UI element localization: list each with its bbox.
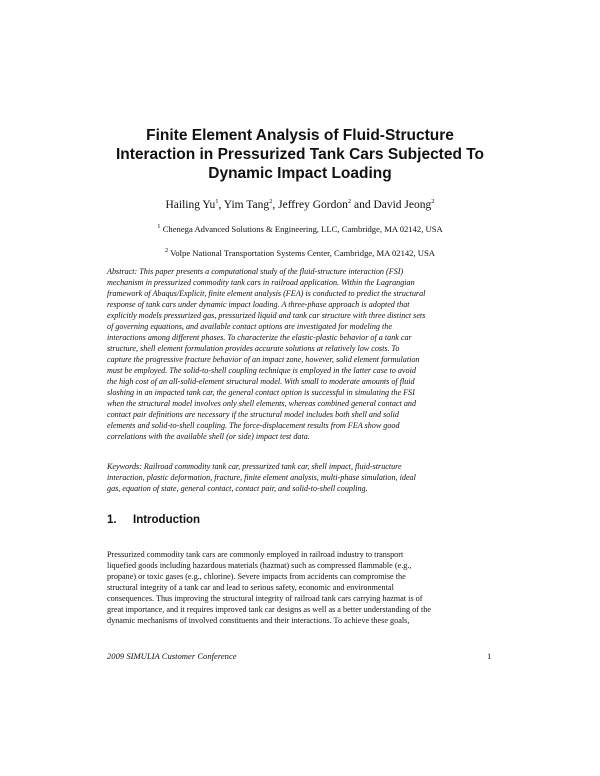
author-affiliation-marker: 2 [347,198,352,206]
abstract [107,266,499,442]
abstract-line: framework of Abaqus/Explicit, finite element analysis (FEA) is conducted to predict the structural [107,289,426,298]
title-line: Finite Element Analysis of Fluid-Structure [146,127,454,144]
affiliation-text: Chenega Advanced Solutions & Engineering, LLC, Cambridge, MA 02142, USA [162,224,443,234]
affiliation-marker: 2 [165,247,169,255]
abstract-line: explicitly models pressurized gas, pressurized liquid and tank car structure with three distinct sets [107,311,426,320]
section-title: Introduction [133,514,201,526]
introduction-body [107,549,499,626]
abstract-line: contact pair definitions are necessary if the structural model includes both shell and solid [107,410,399,419]
abstract-line: response of tank cars under dynamic impact loading. A three-phase approach is adopted that [107,300,410,309]
body-line: structural integrity of a tank car and lead to serious safety, economic and environmental [107,583,394,592]
author-affiliation-marker: 1 [215,198,219,206]
abstract-line: structure, shell element formulation provides accurate solutions at relatively low costs. To [107,344,400,353]
keywords [107,461,499,494]
keywords-line: Keywords: Railroad commodity tank car, pressurized tank car, shell impact, fluid-structure [107,462,402,471]
abstract-line: mechanism in pressurized commodity tank cars in railroad application. Within the Lagrangian [107,278,415,287]
author-name: Jeffrey Gordon [278,199,348,211]
affiliation-2 [60,248,540,258]
author-affiliation-marker: 2 [269,198,273,206]
affiliation-1 [60,224,540,234]
affiliation-text: Volpe National Transportation Systems Center, Cambridge, MA 02142, USA [170,248,435,258]
author-separator: , [272,199,279,211]
author-name: Hailing Yu [165,199,216,211]
page-number: 1 [487,651,492,661]
keywords-line: gas, equation of state, general contact, contact pair, and solid-to-shell coupling. [107,484,368,493]
author-name: David Jeong [373,199,432,211]
section-heading [107,514,200,526]
body-line: great importance, and it requires improved tank car designs as well as a better understanding of the [107,605,431,614]
footer-conference: 2009 SIMULIA Customer Conference [107,651,237,661]
body-line: dynamic mechanisms of involved constituents and their interactions. To achieve these goals, [107,616,410,625]
body-line: Pressurized commodity tank cars are commonly employed in railroad industry to transport [107,550,404,559]
abstract-line: the high cost of an all-solid-element structural model. With small to moderate amounts of fluid [107,377,415,386]
abstract-line: correlations with the available shell (or side) impact test data. [107,432,310,441]
body-line: liquefied goods including hazardous materials (hazmat) such as compressed flammable (e.g., [107,561,412,570]
abstract-line: interactions among different phases. To characterize the elastic-plastic behavior of a tank car [107,333,412,342]
title-line: Dynamic Impact Loading [208,165,392,182]
author-name: Yim Tang [223,199,270,211]
section-number: 1. [107,514,117,526]
keywords-line: interaction, plastic deformation, fracture, finite element analysis, multi-phase simulation, ideal [107,473,416,482]
abstract-line: sloshing in an impacted tank car, the general contact option is successful in simulating the FSI [107,388,415,397]
abstract-line: must be employed. The solid-to-shell coupling technique is employed in the latter case to avoid [107,366,416,375]
author-separator: and [351,199,374,211]
author-affiliation-marker: 2 [431,198,435,206]
author-list [60,199,540,211]
abstract-line: Abstract: This paper presents a computational study of the fluid-structure interaction (FSI) [107,267,404,276]
abstract-line: when the structural model involves only shell elements, whereas combined general contact and [107,399,417,408]
title-line: Interaction in Pressurized Tank Cars Subjected To [115,146,485,163]
abstract-line: elements and solid-to-shell coupling. The force-displacement results from FEA show good [107,421,400,430]
abstract-line: of governing equations, and available contact options are investigated for modeling the [107,322,392,331]
author-separator: , [218,199,224,211]
body-line: consequences. Thus improving the structural integrity of railroad tank cars carrying hazmat is of [107,594,423,603]
abstract-line: capture the progressive fracture behavior of an impact zone, however, solid element formulation [107,355,420,364]
affiliation-marker: 1 [157,223,161,231]
paper-title [60,126,540,183]
body-line: propane) or toxic gases (e.g., chlorine). Severe impacts from accidents can compromise the [107,572,406,581]
